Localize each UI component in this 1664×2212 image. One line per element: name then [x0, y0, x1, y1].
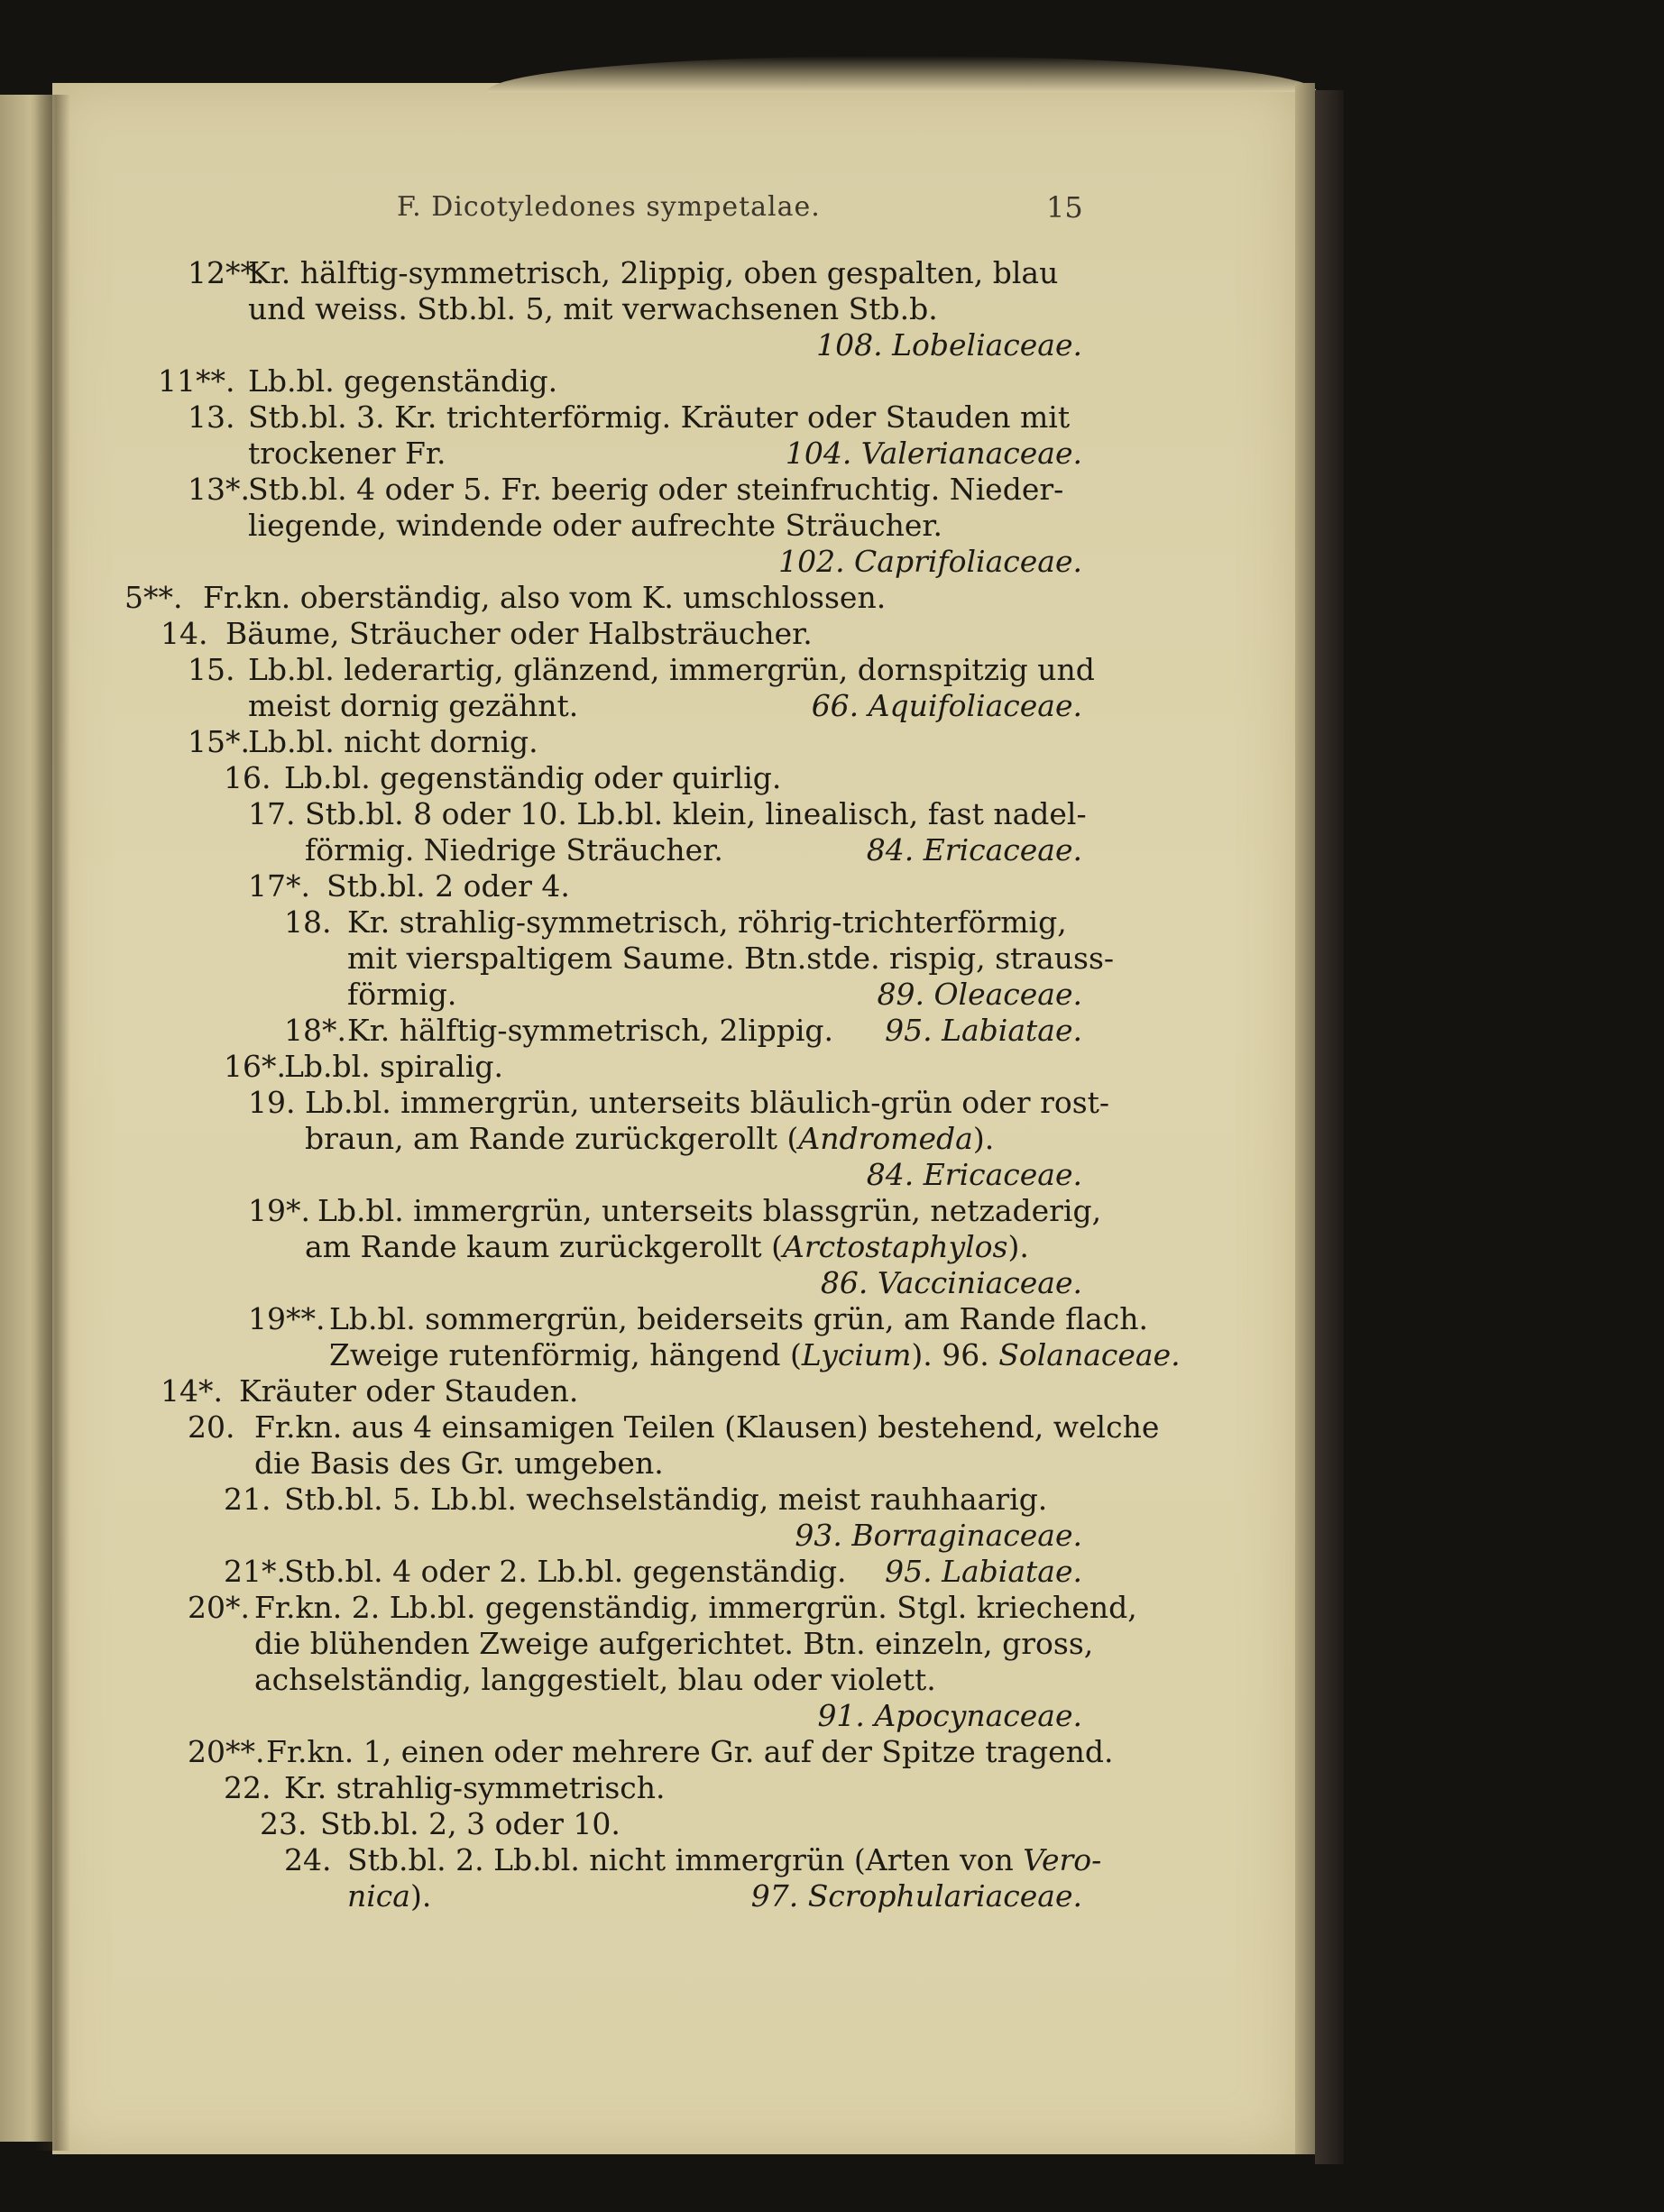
key-text: achselständig, langgestielt, blau oder violett.: [254, 1662, 936, 1697]
key-marker: 23.: [260, 1806, 308, 1841]
key-marker: 20*.: [188, 1590, 250, 1625]
key-text: Lb.bl. gegenständig.: [248, 363, 558, 399]
key-marker: 18*.: [284, 1013, 346, 1048]
key-text: Lb.bl. gegenständig oder quirlig.: [284, 760, 782, 795]
family-name: 97. Scrophulariaceae.: [750, 1878, 1082, 1914]
key-text: Kr. strahlig-symmetrisch, röhrig-trichterförmig,: [347, 904, 1067, 940]
key-text: Stb.bl. 5. Lb.bl. wechselständig, meist rauhhaarig.: [284, 1482, 1048, 1517]
key-text: Fr.kn. 2. Lb.bl. gegenständig, immergrün. Stgl. kriechend,: [254, 1590, 1137, 1625]
key-text: die blühenden Zweige aufgerichtet. Btn. einzeln, gross,: [254, 1626, 1094, 1661]
key-text: die Basis des Gr. umgeben.: [254, 1446, 664, 1481]
key-text: förmig.: [347, 977, 457, 1012]
family-name: 89. Oleaceae.: [877, 977, 1082, 1012]
key-text: förmig. Niedrige Sträucher.: [305, 832, 723, 867]
family-name: 95. Labiatae.: [885, 1554, 1082, 1589]
key-text: Stb.bl. 2, 3 oder 10.: [320, 1806, 621, 1841]
key-text: Lb.bl. immergrün, unterseits blassgrün, netzaderig,: [317, 1193, 1102, 1228]
key-marker: 15*.: [188, 724, 250, 759]
key-marker: 14.: [161, 616, 208, 651]
key-text: braun, am Rande zurückgerollt (Andromeda).: [305, 1121, 995, 1156]
key-text: Zweige rutenförmig, hängend (Lycium). 96. Solanaceae.: [329, 1337, 1181, 1372]
family-name: 104. Valerianaceae.: [785, 436, 1082, 471]
running-header: F. Dicotyledones sympetalae.: [397, 191, 821, 223]
key-marker: 18.: [284, 904, 332, 940]
key-marker: 21*.: [224, 1554, 286, 1589]
key-marker: 14*.: [161, 1373, 223, 1409]
key-text: Lb.bl. spiralig.: [284, 1049, 503, 1084]
key-marker: 13.: [188, 399, 235, 435]
key-text: Fr.kn. 1, einen oder mehrere Gr. auf der Spitze tragend.: [266, 1734, 1114, 1769]
key-text: Stb.bl. 4 oder 2. Lb.bl. gegenständig.: [284, 1554, 847, 1589]
key-text: Lb.bl. immergrün, unterseits bläulich-grün oder rost-: [305, 1085, 1110, 1120]
key-marker: 19.: [248, 1085, 296, 1120]
key-marker: 15.: [188, 652, 235, 687]
key-text: mit vierspaltigem Saume. Btn.stde. rispig, strauss-: [347, 941, 1115, 976]
key-text: Kräuter oder Stauden.: [239, 1373, 579, 1409]
key-text: Stb.bl. 8 oder 10. Lb.bl. klein, linealisch, fast nadel-: [305, 796, 1087, 831]
key-text: Bäume, Sträucher oder Halbsträucher.: [225, 616, 813, 651]
key-marker: 16.: [224, 760, 271, 795]
key-marker: 5**.: [124, 580, 183, 615]
key-text: Kr. hälftig-symmetrisch, 2lippig, oben gespalten, blau: [248, 255, 1059, 290]
key-text: am Rande kaum zurückgerollt (Arctostaphylos).: [305, 1229, 1029, 1264]
key-marker: 17.: [248, 796, 296, 831]
key-text: und weiss. Stb.bl. 5, mit verwachsenen Stb.b.: [248, 291, 938, 326]
key-marker: 21.: [224, 1482, 271, 1517]
key-text: trockener Fr.: [248, 436, 446, 471]
family-name: 93. Borraginaceae.: [795, 1518, 1082, 1553]
key-text: Lb.bl. lederartig, glänzend, immergrün, dornspitzig und: [248, 652, 1095, 687]
key-marker: 12**.: [188, 255, 265, 290]
family-name: 86. Vacciniaceae.: [820, 1265, 1082, 1300]
key-text: Stb.bl. 3. Kr. trichterförmig. Kräuter oder Stauden mit: [248, 399, 1071, 435]
key-marker: 22.: [224, 1770, 271, 1805]
key-text: Kr. hälftig-symmetrisch, 2lippig.: [347, 1013, 834, 1048]
key-marker: 13*.: [188, 472, 250, 507]
key-text: Stb.bl. 4 oder 5. Fr. beerig oder steinfruchtig. Nieder-: [248, 472, 1064, 507]
key-marker: 20**.: [188, 1734, 265, 1769]
family-name: 91. Apocynaceae.: [817, 1698, 1082, 1733]
key-text: nica).: [347, 1878, 432, 1914]
key-marker: 11**.: [158, 363, 235, 399]
key-marker: 19*.: [248, 1193, 310, 1228]
page-number: 15: [1046, 190, 1083, 225]
key-marker: 24.: [284, 1842, 332, 1877]
key-text: Stb.bl. 2. Lb.bl. nicht immergrün (Arten von Vero-: [347, 1842, 1102, 1877]
family-name: 84. Ericaceae.: [866, 1157, 1082, 1192]
key-marker: 19**.: [248, 1301, 326, 1336]
family-name: 102. Caprifoliaceae.: [778, 544, 1082, 579]
key-marker: 16*.: [224, 1049, 286, 1084]
family-name: 95. Labiatae.: [885, 1013, 1082, 1048]
family-name: 84. Ericaceae.: [866, 832, 1082, 867]
key-text: Lb.bl. sommergrün, beiderseits grün, am Rande flach.: [329, 1301, 1149, 1336]
family-name: 108. Lobeliaceae.: [816, 327, 1082, 363]
key-text: Fr.kn. aus 4 einsamigen Teilen (Klausen) bestehend, welche: [254, 1409, 1160, 1445]
key-text: liegende, windende oder aufrechte Sträucher.: [248, 508, 943, 543]
key-text: Kr. strahlig-symmetrisch.: [284, 1770, 666, 1805]
key-text: meist dornig gezähnt.: [248, 688, 579, 723]
key-text: Lb.bl. nicht dornig.: [248, 724, 538, 759]
key-text: Fr.kn. oberständig, also vom K. umschlossen.: [203, 580, 887, 615]
key-marker: 17*.: [248, 868, 310, 904]
key-marker: 20.: [188, 1409, 235, 1445]
key-text: Stb.bl. 2 oder 4.: [326, 868, 570, 904]
family-name: 66. Aquifoliaceae.: [811, 688, 1082, 723]
